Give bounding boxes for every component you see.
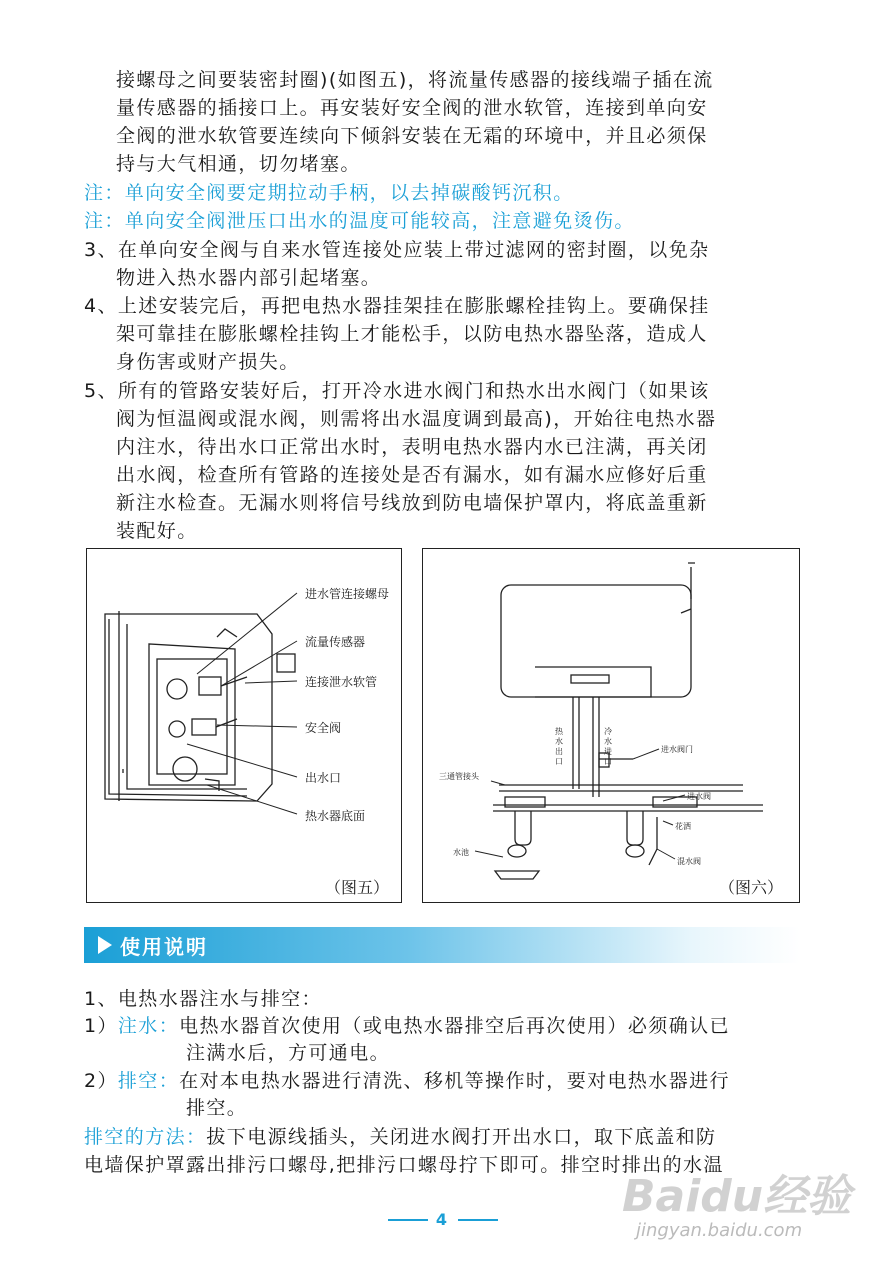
para-line: 接螺母之间要装密封圈)(如图五)，将流量传感器的接线端子插在流	[116, 69, 714, 91]
para-line: 全阀的泄水软管要连续向下倾斜安装在无霜的环境中，并且必须保	[116, 125, 708, 147]
fig6-shower-label: 花洒	[675, 822, 691, 831]
arrow-right-icon	[94, 934, 116, 956]
fig6-water-valve-label: 进水阀	[687, 792, 711, 801]
figure-5	[86, 548, 402, 903]
figure-6	[422, 548, 800, 903]
list-item-5-cont: 新注水检查。无漏水则将信号线放到防电墙保护罩内，将底盖重新	[116, 492, 708, 514]
fig6-inlet-valve-label: 进水阀门	[661, 745, 693, 754]
section-banner	[84, 927, 800, 963]
list-item-5-cont: 装配好。	[116, 520, 198, 542]
note-line: 注：单向安全阀泄压口出水的温度可能较高，注意避免烫伤。	[84, 210, 635, 232]
drain-key: 排空：	[117, 1070, 180, 1092]
para-line: 持与大气相通，切勿堵塞。	[116, 153, 361, 175]
fig5-label: 连接泄水软管	[305, 675, 378, 689]
usage-fill-line	[84, 1013, 730, 1039]
list-item-3: 3、在单向安全阀与自来水管连接处应装上带过滤网的密封圈，以免杂	[84, 239, 710, 261]
fig5-label: 安全阀	[305, 721, 342, 735]
list-item-5-cont: 内注水，待出水口正常出水时，表明电热水器内水已注满，再关闭	[116, 436, 708, 458]
fill-num: 1）	[84, 1015, 118, 1037]
method-key: 排空的方法：	[84, 1126, 207, 1148]
usage-drain-cont: 排空。	[186, 1097, 248, 1119]
fig5-label: 热水器底面	[305, 809, 366, 823]
fig6-hot-outlet-label: 热水出口	[555, 727, 563, 766]
fig5-label: 进水管连接螺母	[305, 587, 390, 601]
watermark-brand: Baidu经验	[622, 1171, 852, 1222]
drain-text: 在对本电热水器进行清洗、移机等操作时，要对电热水器进行	[179, 1070, 730, 1092]
list-item-4-cont: 身伤害或财产损失。	[116, 351, 300, 373]
list-item-4-cont: 架可靠挂在膨胀螺栓挂钩上才能松手，以防电热水器坠落，造成人	[116, 323, 708, 345]
list-item-4: 4、上述安装完后，再把电热水器挂架挂在膨胀螺栓挂钩上。要确保挂	[84, 295, 710, 317]
usage-heading: 1、电热水器注水与排空：	[84, 988, 322, 1010]
usage-drain-line	[84, 1068, 730, 1094]
figure-5-caption: （图五）	[325, 878, 390, 897]
fill-text: 电热水器首次使用（或电热水器排空后再次使用）必须确认已	[179, 1015, 730, 1037]
method-text: 拔下电源线插头，关闭进水阀打开出水口，取下底盖和防	[206, 1126, 717, 1148]
fill-key: 注水：	[117, 1015, 180, 1037]
usage-method-cont: 电墙保护罩露出排污口螺母,把排污口螺母拧下即可。排空时排出的水温	[84, 1154, 724, 1176]
drain-num: 2）	[84, 1070, 118, 1092]
note-line: 注：单向安全阀要定期拉动手柄，以去掉碳酸钙沉积。	[84, 182, 574, 204]
fig6-tee-label: 三通管接头	[439, 772, 479, 781]
fig6-basin-label: 水池	[453, 848, 469, 857]
list-item-5: 5、所有的管路安装好后，打开冷水进水阀门和热水出水阀门（如果该	[84, 380, 710, 402]
figure-6-caption: （图六）	[719, 878, 784, 897]
fig6-mixer-label: 混水阀	[677, 857, 701, 866]
usage-fill-cont: 注满水后，方可通电。	[186, 1042, 391, 1064]
page-number: 4	[435, 1210, 448, 1229]
usage-method-line	[84, 1124, 716, 1150]
list-item-5-cont: 出水阀，检查所有管路的连接处是否有漏水，如有漏水应修好后重	[116, 464, 708, 486]
para-line: 量传感器的插接口上。再安装好安全阀的泄水软管，连接到单向安	[116, 97, 708, 119]
section-title: 使用说明	[120, 935, 208, 959]
fig5-label: 出水口	[305, 771, 342, 785]
list-item-5-cont: 阀为恒温阀或混水阀，则需将出水温度调到最高)，开始往电热水器	[116, 408, 717, 430]
fig5-label: 流量传感器	[305, 635, 366, 649]
figure-6-drawing	[423, 549, 799, 902]
list-item-3-cont: 物进入热水器内部引起堵塞。	[116, 267, 382, 289]
watermark-url: jingyan.baidu.com	[636, 1220, 803, 1241]
fig6-cold-inlet-label: 冷水进口	[604, 727, 612, 766]
